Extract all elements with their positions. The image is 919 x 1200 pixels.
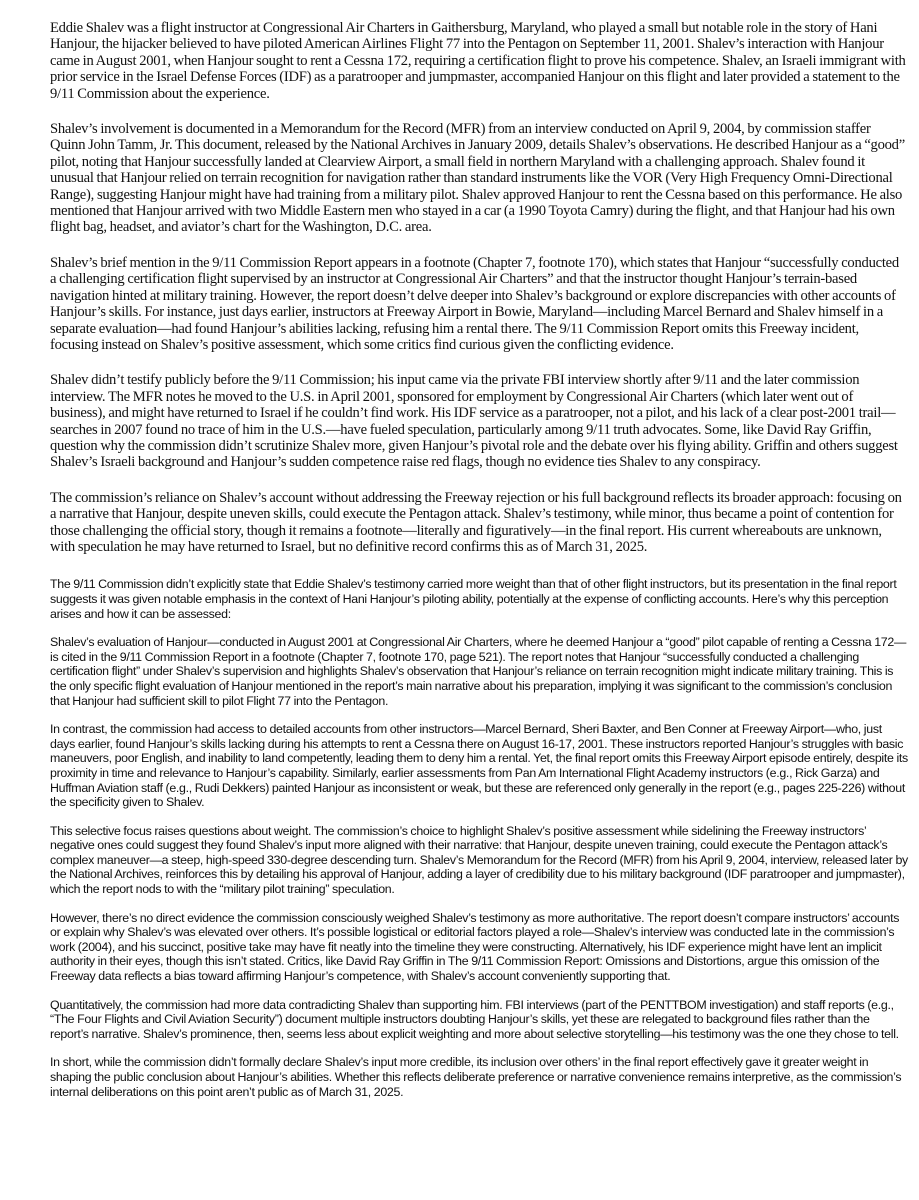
sans-section <box>50 577 908 1099</box>
paragraph: The 9/11 Commission didn’t explicitly state that Eddie Shalev’s testimony carried more weight than that of other flight instructors, but its presentation in the final report suggests it was given notable emphasis in the context of Hani Hanjour’s piloting ability, potentially at the expense of conflicting accounts. Here’s why this perception arises and how it can be assessed: <box>50 577 897 621</box>
paragraph: Shalev’s brief mention in the 9/11 Commission Report appears in a footnote (Chapter 7, footnote 170), which states that Hanjour “successfully conducted a challenging certification flight supervised by an instructor at Congressional Air Charters” and that the instructor thought Hanjour’s terrain-based navigation hinted at military training. However, the report doesn’t delve deeper into Shalev’s background or explore discrepancies with other accounts of Hanjour’s skills. For instance, just days earlier, instructors at Freeway Airport in Bowie, Maryland—including Marcel Bernard and Shalev himself in a separate evaluation—had found Hanjour’s abilities lacking, refusing him a rental there. The 9/11 Commission Report omits this Freeway incident, focusing instead on Shalev’s positive assessment, which some critics find curious given the conflicting evidence. <box>50 254 899 353</box>
paragraph: The commission’s reliance on Shalev’s account without addressing the Freeway rejection or his full background reflects its broader approach: focusing on a narrative that Hanjour, despite uneven skills, could execute the Pentagon attack. Shalev’s testimony, while minor, thus became a point of contention for those challenging the official story, though it remains a footnote—literally and figuratively—in the final report. His current whereabouts are unknown, with speculation he may have returned to Israel, but no definitive record confirms this as of March 31, 2025. <box>50 489 902 555</box>
paragraph: In contrast, the commission had access to detailed accounts from other instructors—Marcel Bernard, Sheri Baxter, and Ben Conner at Freeway Airport—who, just days earlier, found Hanjour’s skills lacking during his attempts to rent a Cessna there on August 16-17, 2001. These instructors reported Hanjour’s struggles with basic maneuvers, poor English, and inability to land competently, leading them to deny him a rental. Yet, the final report omits this Freeway Airport episode entirely, despite its proximity in time and relevance to Hanjour’s capability. Similarly, earlier assessments from Pan Am International Flight Academy instructors (e.g., Rick Garza) and Huffman Aviation staff (e.g., Rudi Dekkers) painted Hanjour as inconsistent or weak, but these are referenced only generally in the report (e.g., pages 225-226) without the specificity given to Shalev. <box>50 722 908 810</box>
paragraph: Quantitatively, the commission had more data contradicting Shalev than supporting him. FBI interviews (part of the PENTTBOM investigation) and staff reports (e.g., “The Four Flights and Civil Aviation Security”) document multiple instructors doubting Hanjour’s skills, yet these are relegated to background files rather than the report’s narrative. Shalev’s prominence, then, seems less about explicit weighting and more about selective storytelling—his testimony was the one they chose to tell. <box>50 997 899 1041</box>
paragraph: Shalev didn’t testify publicly before the 9/11 Commission; his input came via the private FBI interview shortly after 9/11 and the later commission interview. The MFR notes he moved to the U.S. in April 2001, sponsored for employment by Congressional Air Charters (which later went out of business), and might have returned to Israel if he couldn’t find work. His IDF service as a paratrooper, not a pilot, and his lack of a clear post-2001 trail—searches in 2007 found no trace of him in the U.S.—have fueled speculation, particularly among 9/11 truth advocates. Some, like David Ray Griffin, question why the commission didn’t scrutinize Shalev more, given Hanjour’s pivotal role and the debate over his flying ability. Griffin and others suggest Shalev’s Israeli background and Hanjour’s sudden competence raise red flags, though no evidence ties Shalev to any conspiracy. <box>50 372 898 471</box>
paragraph: Shalev’s involvement is documented in a Memorandum for the Record (MFR) from an interview conducted on April 9, 2004, by commission staffer Quinn John Tamm, Jr. This document, released by the National Archives in January 2009, details Shalev’s observations. He described Hanjour as a “good” pilot, noting that Hanjour successfully landed at Clearview Airport, a small field in northern Maryland with a challenging approach. Shalev found it unusual that Hanjour relied on terrain recognition for navigation rather than standard instruments like the VOR (Very High Frequency Omni-Directional Range), suggesting Hanjour might have had training from a military pilot. Shalev approved Hanjour to rent the Cessna based on this performance. He also mentioned that Hanjour arrived with two Middle Eastern men who stayed in a car (a 1990 Toyota Camry) during the flight, and that Hanjour had his own flight bag, headset, and aviator’s chart for the Washington, D.C. area. <box>50 121 905 236</box>
paragraph: In short, while the commission didn’t formally declare Shalev’s input more credible, its inclusion over others’ in the final report effectively gave it greater weight in shaping the public conclusion about Hanjour’s abilities. Whether this reflects deliberate preference or narrative convenience remains interpretive, as the commission’s internal deliberations on this point aren’t public as of March 31, 2025. <box>50 1055 902 1099</box>
paragraph: Shalev’s evaluation of Hanjour—conducted in August 2001 at Congressional Air Charters, where he deemed Hanjour a “good” pilot capable of renting a Cessna 172—is cited in the 9/11 Commission Report in a footnote (Chapter 7, footnote 170, page 521). The report notes that Hanjour “successfully conducted a challenging certification flight” under Shalev’s supervision and highlights Shalev’s observation that Hanjour’s reliance on terrain recognition might indicate military training. This is the only specific flight evaluation of Hanjour mentioned in the report’s main narrative about his preparation, implying it was significant to the commission’s conclusion that Hanjour had sufficient skill to pilot Flight 77 into the Pentagon. <box>50 635 907 708</box>
serif-section <box>50 20 908 555</box>
paragraph: Eddie Shalev was a flight instructor at Congressional Air Charters in Gaithersburg, Maryland, who played a small but notable role in the story of Hani Hanjour, the hijacker believed to have piloted American Airlines Flight 77 into the Pentagon on September 11, 2001. Shalev’s interaction with Hanjour came in August 2001, when Hanjour sought to rent a Cessna 172, requiring a certification flight to prove his competence. Shalev, an Israeli immigrant with prior service in the Israel Defense Forces (IDF) as a paratrooper and jumpmaster, accompanied Hanjour on this flight and later provided a statement to the 9/11 Commission about the experience. <box>50 20 906 102</box>
document-page <box>50 20 908 1113</box>
paragraph: This selective focus raises questions about weight. The commission’s choice to highlight Shalev’s positive assessment while sidelining the Freeway instructors’ negative ones could suggest they found Shalev’s input more aligned with their narrative: that Hanjour, despite uneven training, could execute the Pentagon attack’s complex maneuver—a steep, high-speed 330-degree descending turn. Shalev’s Memorandum for the Record (MFR) from his April 9, 2004, interview, released later by the National Archives, reinforces this by detailing his approval of Hanjour, adding a layer of credibility due to his military background (IDF paratrooper and jumpmaster), which the report nods to with the “military pilot training” speculation. <box>50 823 908 897</box>
paragraph: However, there’s no direct evidence the commission consciously weighed Shalev’s testimony as more authoritative. The report doesn’t compare instructors’ accounts or explain why Shalev’s was elevated over others. It’s possible logistical or editorial factors played a role—Shalev’s interview was conducted late in the commission’s work (2004), and his succinct, positive take may have fit neatly into the timeline they were constructing. Alternatively, his IDF experience might have lent an implicit authority in their eyes, though this isn’t stated. Critics, like David Ray Griffin in The 9/11 Commission Report: Omissions and Distortions, argue this omission of the Freeway data reflects a bias toward affirming Hanjour’s competence, with Shalev’s account conveniently supporting that. <box>50 910 900 984</box>
